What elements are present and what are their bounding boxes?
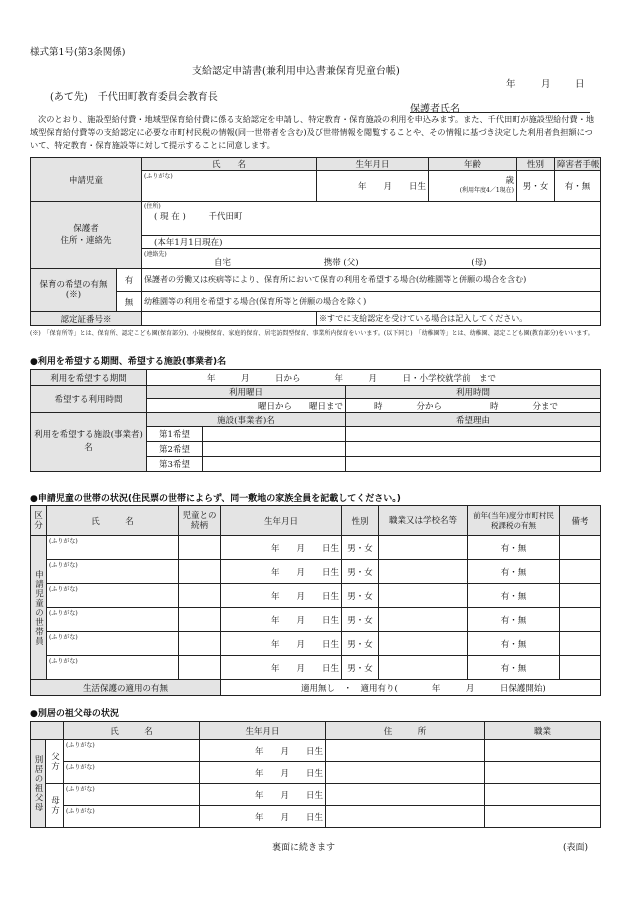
guardian-address-jan1[interactable]	[142, 236, 601, 249]
member-tax-field[interactable]: 有・無	[468, 536, 560, 560]
guardian-sublabel: 住所・連絡先	[60, 236, 112, 246]
cert-note: ※すでに支給認定を受けている場合は記入してください。	[317, 312, 601, 326]
member-job-field[interactable]	[379, 584, 468, 608]
period-table	[30, 369, 601, 472]
gp-address-field[interactable]	[326, 762, 485, 784]
gp-birth-header: 生年月日	[200, 722, 326, 740]
gp-name-field[interactable]	[64, 806, 200, 828]
gp-address-field[interactable]	[326, 784, 485, 806]
member-birth-field[interactable]: 年 月 日生	[221, 560, 342, 584]
welfare-label: 生活保護の適用の有無	[31, 680, 221, 696]
member-birth-field[interactable]: 年 月 日生	[221, 656, 342, 680]
table-row	[31, 584, 601, 608]
member-relation-field[interactable]	[179, 632, 221, 656]
date-day: 日	[575, 79, 585, 90]
member-relation-field[interactable]	[179, 656, 221, 680]
h-note: 備考	[560, 506, 601, 536]
time-label: 希望する利用時間	[31, 386, 147, 413]
member-birth-field[interactable]: 年 月 日生	[221, 536, 342, 560]
guardian-address-current[interactable]	[142, 202, 601, 236]
facility-label: 利用を希望する施設(事業者)名	[31, 413, 147, 472]
h-relation: 児童との続柄	[179, 506, 221, 536]
welfare-value[interactable]: 適用無し ・ 適用有り( 年 月 日保護開始)	[221, 680, 601, 696]
choice-1-facility[interactable]	[203, 427, 346, 442]
guardian-name-label: 保護者氏名	[410, 104, 460, 115]
time-from: 時 分から	[374, 401, 443, 412]
member-tax-field[interactable]: 有・無	[468, 560, 560, 584]
gp-name-field[interactable]	[64, 762, 200, 784]
time-header: 利用時間	[346, 386, 601, 399]
member-note-field[interactable]	[560, 584, 601, 608]
gp-job-header: 職業	[485, 722, 601, 740]
guardian-label-cell	[31, 202, 142, 269]
member-tax-field[interactable]: 有・無	[468, 608, 560, 632]
day-header: 利用曜日	[147, 386, 346, 399]
applicant-birth-header: 生年月日	[317, 158, 429, 171]
member-relation-field[interactable]	[179, 536, 221, 560]
gp-address-field[interactable]	[326, 740, 485, 762]
time-to: 時 分まで	[490, 401, 559, 412]
member-name-field[interactable]	[47, 608, 179, 632]
choice-2-reason[interactable]	[346, 442, 601, 457]
member-sex-field[interactable]: 男・女	[342, 656, 379, 680]
table-row	[31, 656, 601, 680]
gp-job-field[interactable]	[485, 740, 601, 762]
grandparents-section-title: ●別居の祖父母の状況	[30, 709, 119, 719]
jan1-label: (本年1月1日現在)	[154, 238, 223, 248]
gp-father-side: 父方	[46, 740, 64, 784]
furigana-label: (ふりがな)	[49, 538, 78, 545]
h-tax: 前年(当年)度分市町村民税課税の有無	[468, 506, 560, 536]
h-kubun: 区分	[31, 506, 47, 536]
reason-header: 希望理由	[346, 413, 601, 427]
town-name: 千代田町	[208, 212, 243, 222]
h-sex: 性別	[342, 506, 379, 536]
gp-name-header: 氏 名	[64, 722, 200, 740]
table-row	[31, 632, 601, 656]
wish-no-label[interactable]: 無	[117, 292, 142, 312]
member-job-field[interactable]	[379, 536, 468, 560]
h-birth: 生年月日	[221, 506, 342, 536]
furigana-label: (ふりがな)	[66, 764, 95, 771]
intro-text: 次のとおり、施設型給付費・地域型保育給付費に係る支給認定を申請し、特定教育・保育施設の利用を申込みます。また、千代田町が施設型給付費・地域型保育給付費等の支給認定に必要な市町村民税の情報(同一世帯者を含む)及び世帯情報を閲覧することや、その情報に基づき決定した利用者負担額について、特定教育・保育施設等に対して提示することに同意します。	[30, 114, 595, 150]
address-small-label: (住所)	[144, 203, 161, 210]
h-job: 職業又は学校名等	[379, 506, 468, 536]
gp-job-field[interactable]	[485, 806, 601, 828]
addressee: (あて先) 千代田町教育委員会教育長	[50, 92, 218, 103]
guardian-label: 保護者	[73, 224, 99, 234]
table-row	[31, 784, 601, 806]
furigana-label: (ふりがな)	[144, 173, 173, 180]
applicant-sex-header: 性別	[517, 158, 555, 171]
furigana-label: (ふりがな)	[66, 786, 95, 793]
member-job-field[interactable]	[379, 560, 468, 584]
age-note: (利用年度4／1現在)	[459, 187, 515, 194]
gp-name-field[interactable]	[64, 784, 200, 806]
applicant-child-label: 申請児童	[31, 158, 142, 202]
member-name-field[interactable]	[47, 656, 179, 680]
table-row	[31, 560, 601, 584]
gp-job-field[interactable]	[485, 762, 601, 784]
applicant-table	[30, 157, 601, 326]
member-job-field[interactable]	[379, 632, 468, 656]
gp-name-field[interactable]	[64, 740, 200, 762]
choice-2-label: 第2希望	[147, 442, 203, 457]
furigana-label: (ふりがな)	[49, 586, 78, 593]
choice-3-label: 第3希望	[147, 457, 203, 472]
facility-header: 施設(事業者)名	[147, 413, 346, 427]
member-tax-field[interactable]: 有・無	[468, 584, 560, 608]
wish-yes-text: 保護者の労働又は疾病等により、保育所において保育の利用を希望する場合(幼稚園等と併願の場合を含む)	[142, 269, 601, 292]
childcare-wish-label: 保育の希望の有無(※)	[31, 269, 117, 312]
member-note-field[interactable]	[560, 656, 601, 680]
member-name-field[interactable]	[47, 584, 179, 608]
member-job-field[interactable]	[379, 656, 468, 680]
gp-address-field[interactable]	[326, 806, 485, 828]
choice-3-facility[interactable]	[203, 457, 346, 472]
member-sex-field[interactable]: 男・女	[342, 632, 379, 656]
member-relation-field[interactable]	[179, 608, 221, 632]
household-table	[30, 505, 601, 696]
day-field[interactable]: 曜日から 曜日まで	[147, 399, 346, 413]
grandparents-table	[30, 721, 601, 828]
table-row	[31, 762, 601, 784]
period-value[interactable]: 年 月 日から 年 月 日・小学校就学前 まで	[147, 370, 601, 386]
gp-side-label: 別居の祖父母	[31, 740, 46, 828]
household-side-label: 申請児童の世帯員	[31, 536, 47, 680]
household-section-title: ●申請児童の世帯の状況(住民票の世帯によらず、同一敷地の家族全員を記載してください。)	[30, 494, 401, 504]
cert-number-label: 認定証番号※	[31, 312, 142, 326]
member-birth-field[interactable]: 年 月 日生	[221, 584, 342, 608]
page-side: (表面)	[563, 843, 589, 853]
member-job-field[interactable]	[379, 608, 468, 632]
member-note-field[interactable]	[560, 632, 601, 656]
gp-mother-side: 母方	[46, 784, 64, 828]
cert-number-field[interactable]	[142, 312, 317, 326]
gp-job-field[interactable]	[485, 784, 601, 806]
member-note-field[interactable]	[560, 560, 601, 584]
form-title: 支給認定申請書(兼利用申込書兼保育児童台帳)	[192, 66, 400, 77]
gp-birth-field[interactable]: 年 月 日生	[200, 762, 326, 784]
member-relation-field[interactable]	[179, 560, 221, 584]
member-tax-field[interactable]: 有・無	[468, 656, 560, 680]
table-row	[31, 536, 601, 560]
applicant-sex-field[interactable]: 男・女	[517, 171, 555, 202]
time-field[interactable]	[346, 399, 601, 413]
applicant-disability-field[interactable]: 有・無	[555, 171, 601, 202]
member-sex-field[interactable]: 男・女	[342, 584, 379, 608]
member-name-field[interactable]	[47, 560, 179, 584]
date-year: 年	[506, 79, 516, 90]
member-sex-field[interactable]: 男・女	[342, 560, 379, 584]
applicant-name-field[interactable]	[142, 171, 317, 202]
member-sex-field[interactable]: 男・女	[342, 536, 379, 560]
gp-birth-field[interactable]: 年 月 日生	[200, 784, 326, 806]
gp-corner	[31, 722, 64, 740]
mother-label: (母)	[471, 257, 487, 268]
furigana-label: (ふりがな)	[49, 658, 78, 665]
furigana-label: (ふりがな)	[66, 808, 95, 815]
mobile-label: 携帯 (父)	[323, 257, 359, 268]
applicant-age-header: 年齢	[429, 158, 517, 171]
member-note-field[interactable]	[560, 608, 601, 632]
gp-birth-field[interactable]: 年 月 日生	[200, 806, 326, 828]
current-label: ( 現 在 )	[154, 212, 186, 222]
table-row	[31, 608, 601, 632]
member-birth-field[interactable]: 年 月 日生	[221, 608, 342, 632]
member-tax-field[interactable]: 有・無	[468, 632, 560, 656]
home-label: 自宅	[214, 257, 232, 268]
table-row	[31, 740, 601, 762]
date-month: 月	[541, 79, 551, 90]
applicant-name-header: 氏 名	[142, 158, 317, 171]
age-unit: 歳	[505, 176, 515, 186]
choice-1-reason[interactable]	[346, 427, 601, 442]
gp-address-header: 住 所	[326, 722, 485, 740]
choice-3-reason[interactable]	[346, 457, 601, 472]
period-section-title: ●利用を希望する期間、希望する施設(事業者)名	[30, 357, 227, 367]
table-row	[31, 806, 601, 828]
continue-note: 裏面に続きます	[272, 843, 336, 853]
guardian-contact[interactable]	[142, 249, 601, 269]
member-note-field[interactable]	[560, 536, 601, 560]
choice-1-label: 第1希望	[147, 427, 203, 442]
wish-yes-label[interactable]: 有	[117, 269, 142, 292]
choice-2-facility[interactable]	[203, 442, 346, 457]
furigana-label: (ふりがな)	[49, 634, 78, 641]
period-label: 利用を希望する期間	[31, 370, 147, 386]
footnote: (※) 「保育所等」とは、保育所、認定こども園(保育部分)、小規模保育、家庭的保育、居宅訪問型保育、事業所内保育をいいます。(以下同じ) 「幼稚園等」とは、幼稚園、認定こども園(教育部分)をいいます。	[30, 330, 594, 337]
member-relation-field[interactable]	[179, 584, 221, 608]
wish-no-text: 幼稚園等の利用を希望する場合(保育所等と併願の場合を除く)	[142, 292, 601, 312]
h-name: 氏 名	[47, 506, 179, 536]
contact-small-label: (連絡先)	[144, 250, 167, 258]
applicant-age-field[interactable]	[429, 171, 517, 202]
member-name-field[interactable]	[47, 632, 179, 656]
form-number: 様式第1号(第3条関係)	[30, 47, 126, 58]
furigana-label: (ふりがな)	[66, 742, 95, 749]
furigana-label: (ふりがな)	[49, 562, 78, 569]
applicant-birth-field[interactable]: 年 月 日生	[317, 171, 429, 202]
member-name-field[interactable]	[47, 536, 179, 560]
gp-birth-field[interactable]: 年 月 日生	[200, 740, 326, 762]
member-sex-field[interactable]: 男・女	[342, 608, 379, 632]
applicant-disability-header: 障害者手帳	[555, 158, 601, 171]
member-birth-field[interactable]: 年 月 日生	[221, 632, 342, 656]
furigana-label: (ふりがな)	[49, 610, 78, 617]
